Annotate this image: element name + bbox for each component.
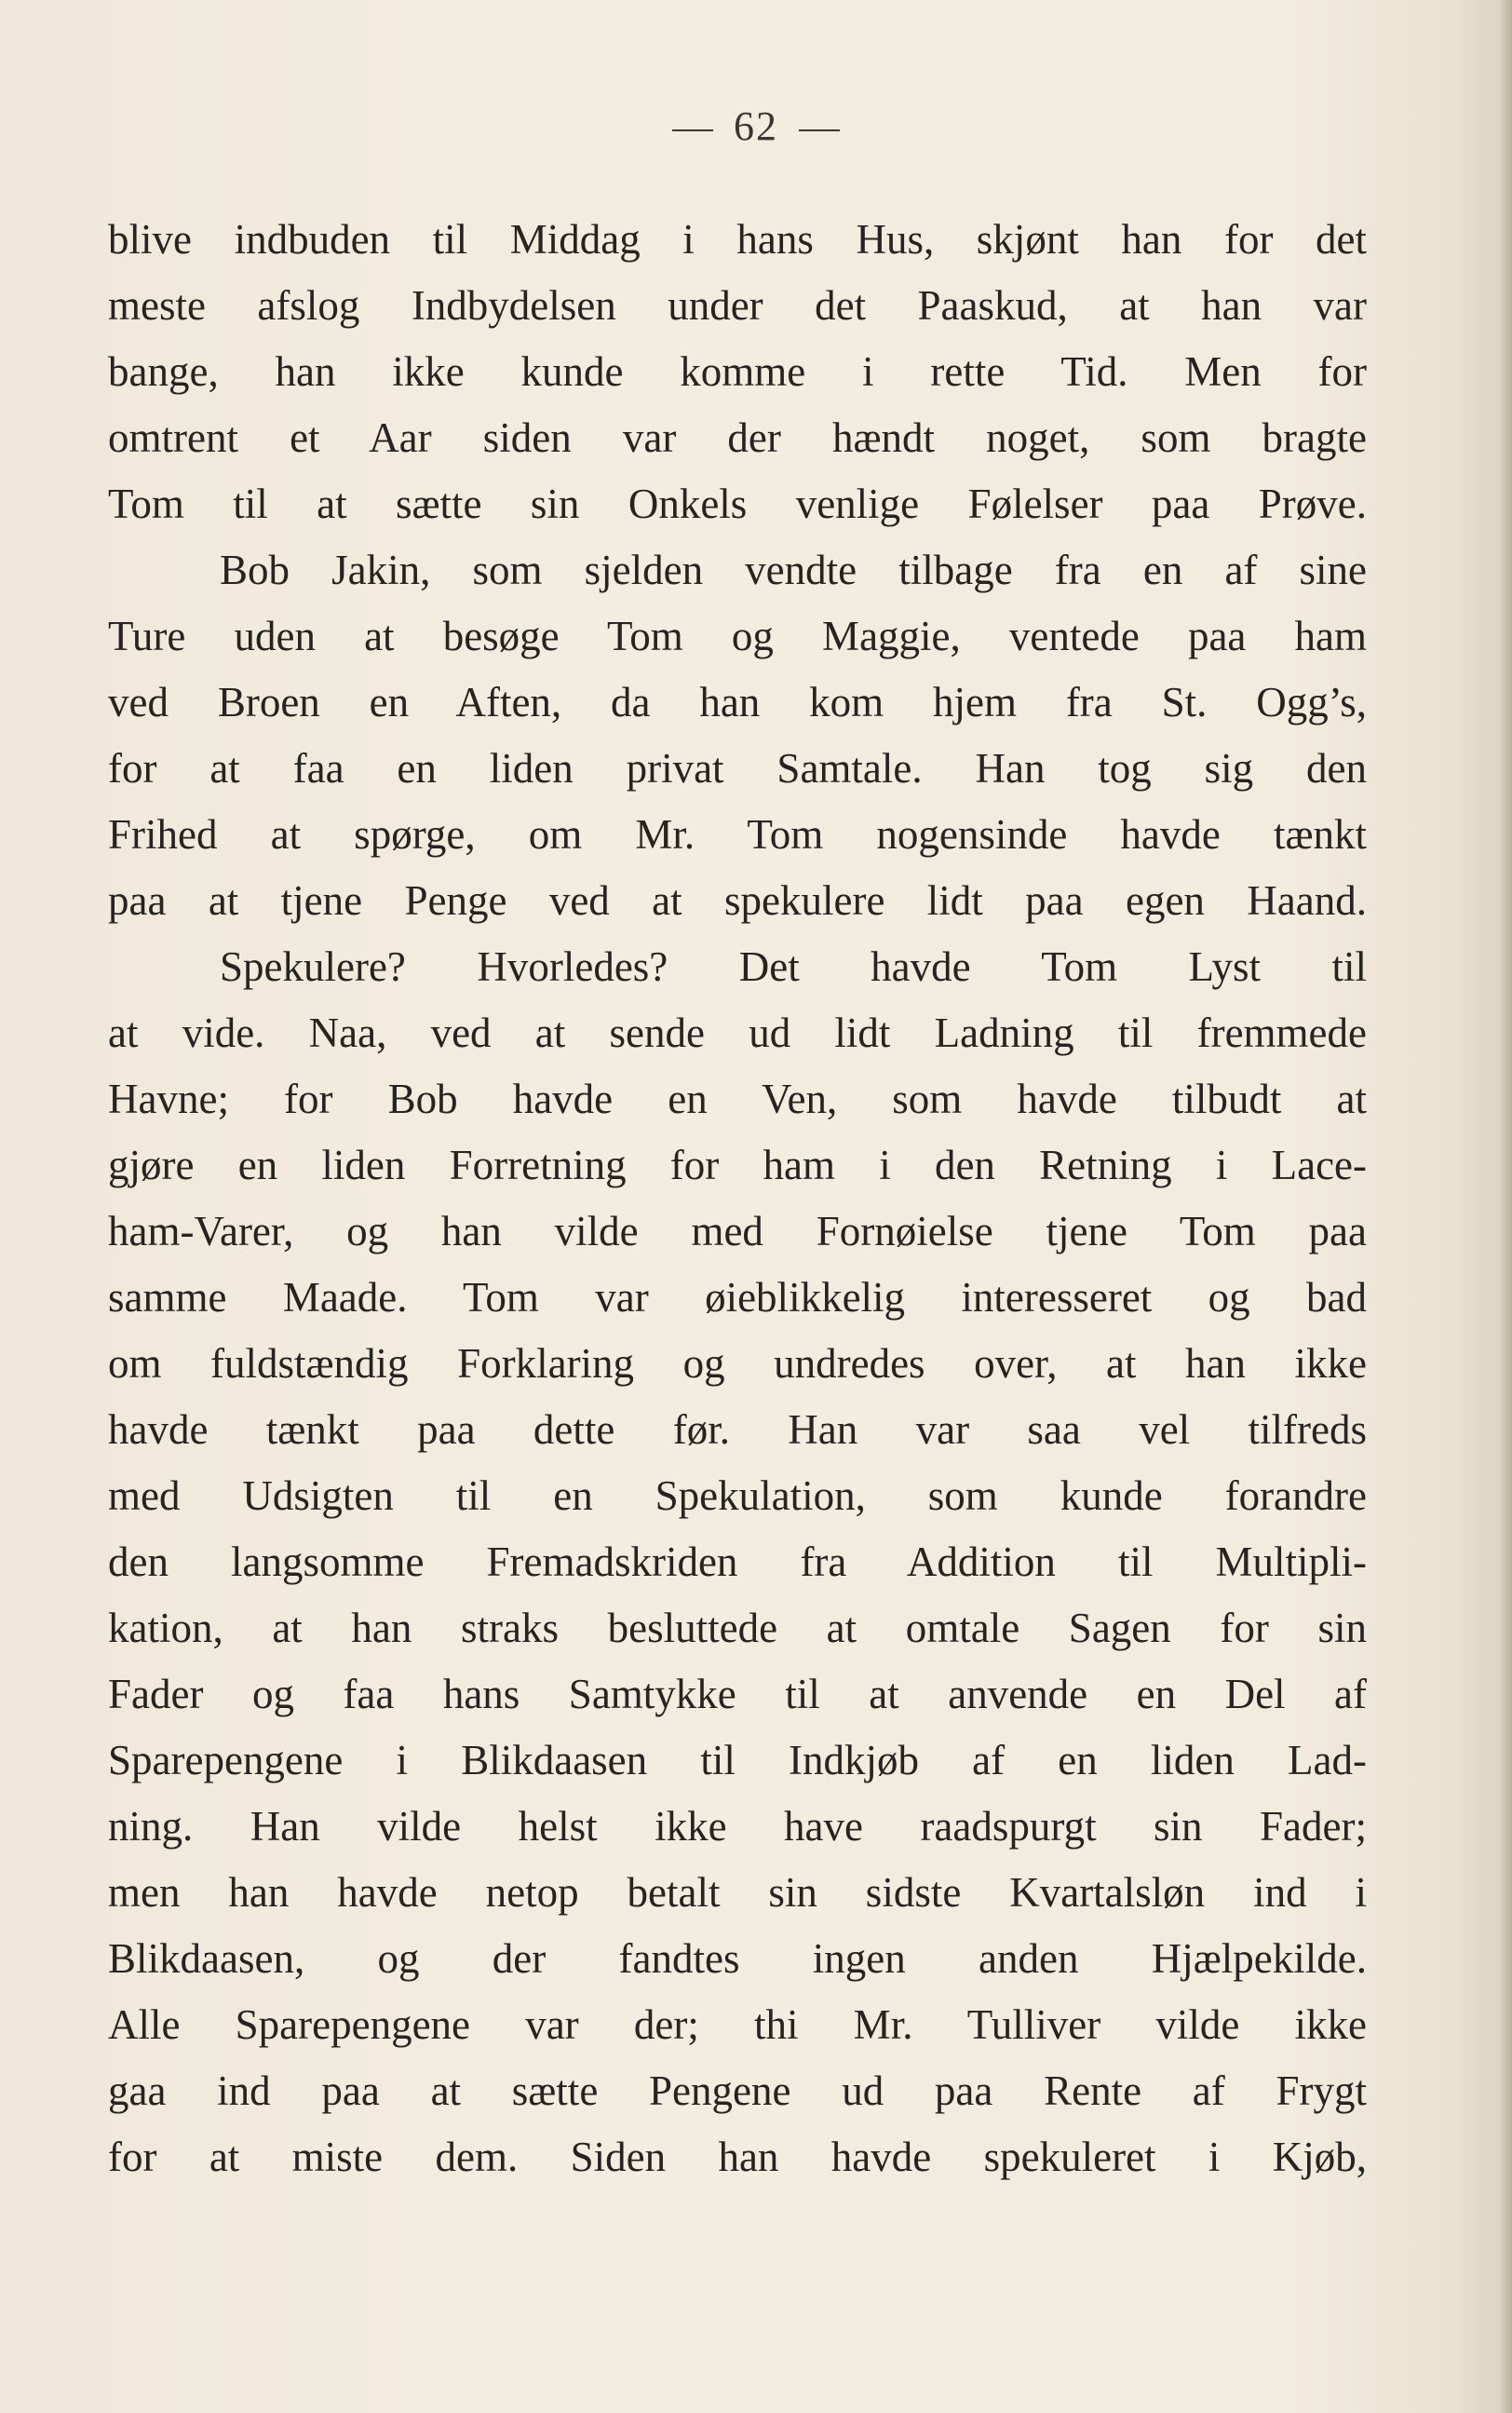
text-line: bange, han ikke kunde komme i rette Tid. Men for — [108, 348, 1367, 395]
text-line: Havne; for Bob havde en Ven, som havde tilbudt at — [108, 1076, 1367, 1122]
text-line: gaa ind paa at sætte Pengene ud paa Rente af Frygt — [108, 2067, 1367, 2114]
page-header — [0, 102, 1512, 150]
text-line: samme Maade. Tom var øieblikkelig interesseret og bad — [108, 1274, 1367, 1321]
text-line: Bob Jakin, som sjelden vendte tilbage fra en af sine — [220, 547, 1367, 593]
text-line: om fuldstændig Forklaring og undredes over, at han ikke — [108, 1340, 1367, 1387]
page-number: 62 — [734, 103, 778, 149]
text-line: ved Broen en Aften, da han kom hjem fra St. Ogg’s, — [108, 679, 1367, 725]
text-line: Tom til at sætte sin Onkels venlige Følelser paa Prøve. — [108, 481, 1367, 527]
text-line: ham-Varer, og han vilde med Fornøielse tjene Tom paa — [108, 1208, 1367, 1254]
text-line: for at miste dem. Siden han havde spekuleret i Kjøb, — [108, 2134, 1367, 2180]
text-line: Spekulere? Hvorledes? Det havde Tom Lyst til — [220, 943, 1367, 990]
body-text — [108, 207, 1367, 2190]
text-line: men han havde netop betalt sin sidste Kvartalsløn ind i — [108, 1869, 1367, 1916]
page-edge-shadow — [1499, 0, 1512, 2413]
text-line: Ture uden at besøge Tom og Maggie, ventede paa ham — [108, 613, 1367, 659]
text-line: blive indbuden til Middag i hans Hus, skjønt han for det — [108, 216, 1367, 263]
text-line: den langsomme Fremadskriden fra Addition til Multipli- — [108, 1539, 1367, 1585]
header-dash-right — [799, 129, 840, 131]
text-line: havde tænkt paa dette før. Han var saa vel tilfreds — [108, 1406, 1367, 1453]
text-line: for at faa en liden privat Samtale. Han tog sig den — [108, 745, 1367, 792]
text-line: Frihed at spørge, om Mr. Tom nogensinde havde tænkt — [108, 811, 1367, 858]
text-line: kation, at han straks besluttede at omtale Sagen for sin — [108, 1605, 1367, 1651]
header-dash-left — [672, 129, 713, 131]
text-line: omtrent et Aar siden var der hændt noget, som bragte — [108, 414, 1367, 461]
text-line: ning. Han vilde helst ikke have raadspurgt sin Fader; — [108, 1803, 1367, 1850]
text-line: Sparepengene i Blikdaasen til Indkjøb af en liden Lad- — [108, 1737, 1367, 1783]
text-line: Blikdaasen, og der fandtes ingen anden Hjælpekilde. — [108, 1935, 1367, 1982]
text-line: Fader og faa hans Samtykke til at anvende en Del af — [108, 1671, 1367, 1717]
text-line: paa at tjene Penge ved at spekulere lidt paa egen Haand. — [108, 877, 1367, 924]
text-line: gjøre en liden Forretning for ham i den Retning i Lace- — [108, 1142, 1367, 1188]
text-line: Alle Sparepengene var der; thi Mr. Tulliver vilde ikke — [108, 2001, 1367, 2048]
text-line: med Udsigten til en Spekulation, som kunde forandre — [108, 1472, 1367, 1519]
text-line: at vide. Naa, ved at sende ud lidt Ladning til fremmede — [108, 1010, 1367, 1056]
text-line: meste afslog Indbydelsen under det Paaskud, at han var — [108, 282, 1367, 329]
